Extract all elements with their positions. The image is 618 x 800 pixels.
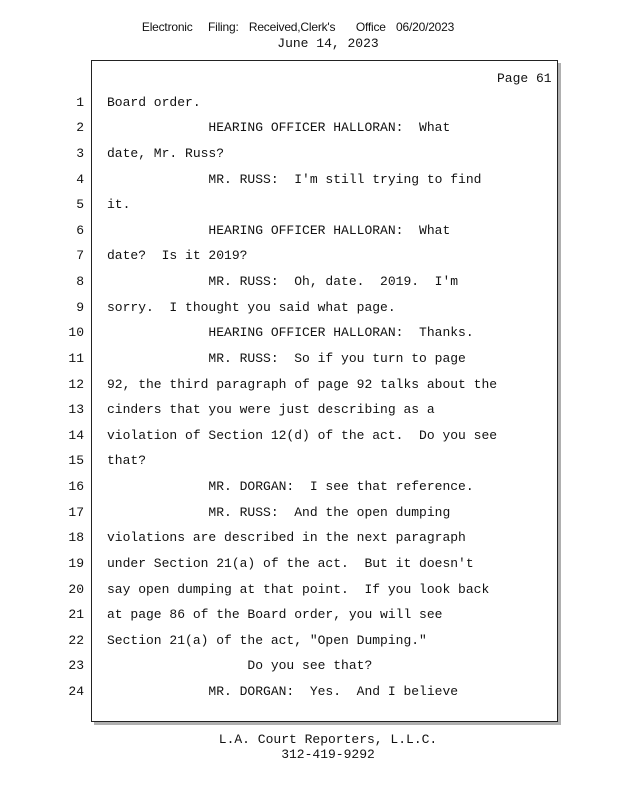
line-number: 15 — [68, 453, 84, 468]
line-number: 20 — [68, 582, 84, 597]
line-number: 1 — [76, 95, 84, 110]
transcript-line: Section 21(a) of the act, "Open Dumping." — [107, 633, 427, 648]
line-number: 14 — [68, 428, 84, 443]
line-number: 17 — [68, 505, 84, 520]
hearing-date: June 14, 2023 — [277, 36, 379, 51]
transcript-line: it. — [107, 197, 131, 212]
transcript-line: MR. RUSS: So if you turn to page — [107, 351, 466, 366]
line-number: 10 — [68, 325, 84, 340]
transcript-line: date, Mr. Russ? — [107, 146, 225, 161]
line-number: 13 — [68, 402, 84, 417]
filing-stamp: Electronic Filing: Received,Clerk's Office 06/20/2023 — [141, 20, 455, 34]
line-number: 9 — [76, 300, 84, 315]
line-number: 18 — [68, 530, 84, 545]
transcript-line: under Section 21(a) of the act. But it doesn't — [107, 556, 474, 571]
transcript-line: cinders that you were just describing as a — [107, 402, 435, 417]
transcript-line: that? — [107, 453, 147, 468]
transcript-line: Board order. — [107, 95, 201, 110]
line-number: 8 — [76, 274, 84, 289]
transcript-line: MR. DORGAN: Yes. And I believe — [107, 684, 459, 699]
transcript-line: HEARING OFFICER HALLORAN: What — [107, 120, 451, 135]
line-number: 7 — [76, 248, 84, 263]
transcript-line: violation of Section 12(d) of the act. Do you see — [107, 428, 498, 443]
reporter-company: L.A. Court Reporters, L.L.C. — [218, 732, 438, 747]
transcript-line: MR. RUSS: I'm still trying to find — [107, 172, 482, 187]
transcript-line: violations are described in the next paragraph — [107, 530, 466, 545]
transcript-line: at page 86 of the Board order, you will see — [107, 607, 443, 622]
line-number: 16 — [68, 479, 84, 494]
transcript-line: HEARING OFFICER HALLORAN: Thanks. — [107, 325, 474, 340]
line-number: 6 — [76, 223, 84, 238]
line-number: 23 — [68, 658, 84, 673]
transcript-line: HEARING OFFICER HALLORAN: What — [107, 223, 451, 238]
transcript-line: MR. DORGAN: I see that reference. — [107, 479, 474, 494]
transcript-line: date? Is it 2019? — [107, 248, 248, 263]
line-number: 22 — [68, 633, 84, 648]
line-number: 19 — [68, 556, 84, 571]
line-number: 24 — [68, 684, 84, 699]
transcript-line: MR. RUSS: And the open dumping — [107, 505, 451, 520]
reporter-phone: 312-419-9292 — [281, 747, 375, 762]
line-number: 21 — [68, 607, 84, 622]
page-number: Page 61 — [497, 71, 552, 86]
transcript-line: 92, the third paragraph of page 92 talks about the — [107, 377, 498, 392]
line-number: 3 — [76, 146, 84, 161]
transcript-line: MR. RUSS: Oh, date. 2019. I'm — [107, 274, 459, 289]
line-number: 2 — [76, 120, 84, 135]
transcript-line: sorry. I thought you said what page. — [107, 300, 396, 315]
transcript-line: Do you see that? — [107, 658, 373, 673]
line-number: 11 — [68, 351, 84, 366]
page-footer — [0, 732, 618, 762]
line-number: 4 — [76, 172, 84, 187]
transcript-line: say open dumping at that point. If you look back — [107, 582, 490, 597]
line-number: 12 — [68, 377, 84, 392]
line-number: 5 — [76, 197, 84, 212]
